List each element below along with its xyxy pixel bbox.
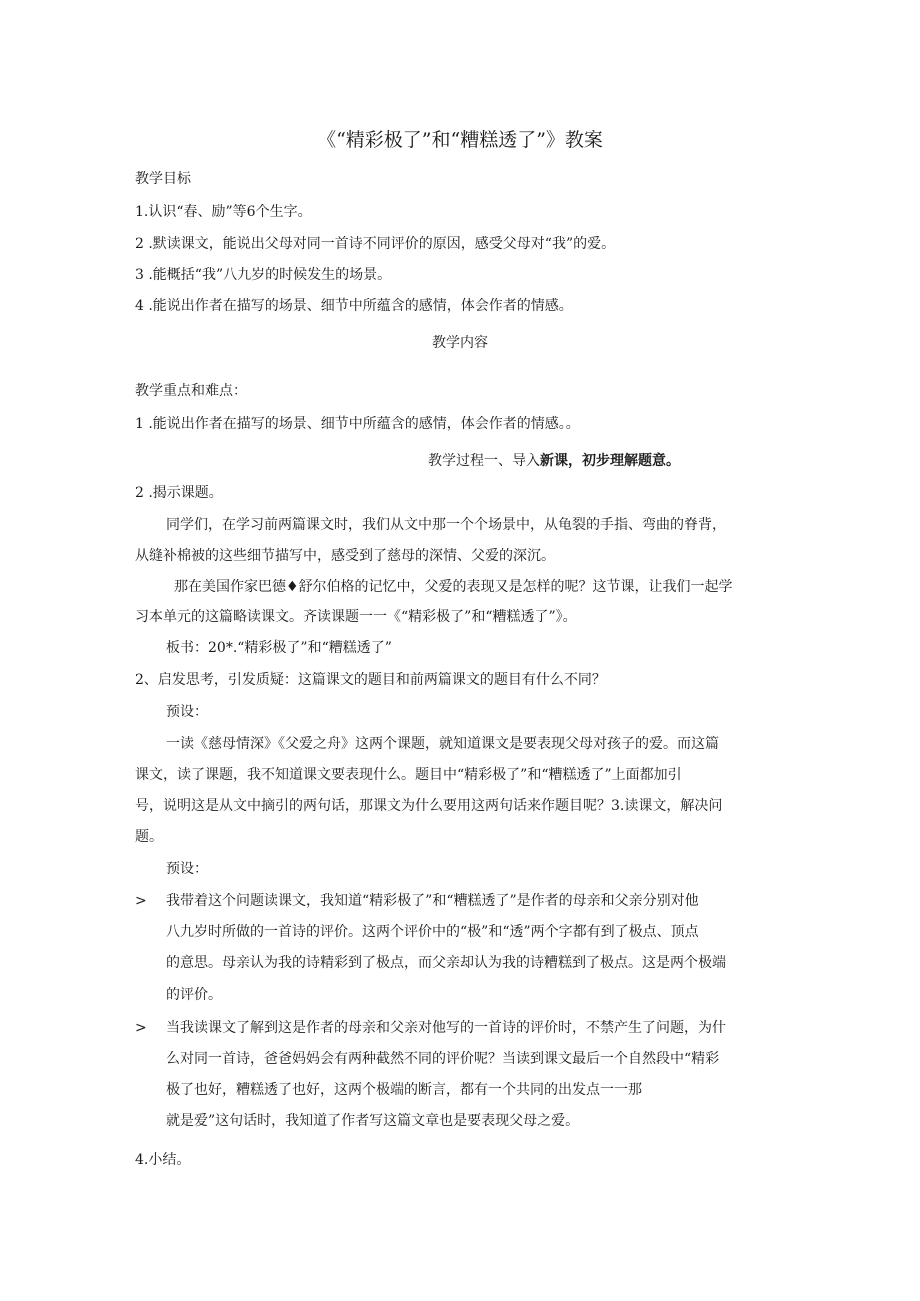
bullet-1-line-1: 我带着这个问题读课文，我知道“精彩极了”和“糟糕透了”是作者的母亲和父亲分别对他	[166, 893, 699, 909]
summary-step: 4.小结。	[135, 1152, 191, 1168]
objectives-heading: 教学目标	[135, 171, 191, 187]
document-title: 《“精彩极了”和“糟糕透了”》教案	[317, 129, 603, 151]
board-writing: 板书：20*.“精彩极了”和“糟糕透了”	[166, 640, 392, 656]
objective-item-1: 1.认识“春、励”等6个生字。	[135, 204, 312, 220]
process-heading-prefix: 教学过程一、导入	[428, 453, 540, 469]
content-heading: 教学内容	[432, 335, 488, 351]
paragraph-1-line-2: 从缝补棉被的这些细节描写中，感受到了慈母的深情、父爱的深沉。	[135, 548, 555, 564]
paragraph-3-line-4: 题。	[135, 829, 163, 845]
bullet-1-line-3: 的意思。母亲认为我的诗精彩到了极点，而父亲却认为我的诗糟糕到了极点。这是两个极端	[166, 955, 726, 971]
paragraph-3-line-1: 一读《慈母情深》《父爱之舟》这两个课题，就知道课文是要表现父母对孩子的爱。而这篇	[166, 736, 719, 752]
key-point-item: 1 .能说出作者在描写的场景、细节中所蕴含的感情，体会作者的情感。。	[135, 416, 580, 432]
paragraph-2-line-1: 那在美国作家巴德♦舒尔伯格的记忆中，父爱的表现又是怎样的呢？这节课，让我们一起学	[174, 579, 733, 595]
preset-label-2: 预设：	[166, 861, 208, 877]
paragraph-3-line-3: 号，说明这是从文中摘引的两句话，那课文为什么要用这两句话来作题目呢？3.读课文，解决问	[135, 798, 723, 814]
step-reveal-title: 2 .揭示课题。	[135, 485, 223, 501]
bullet-1-line-4: 的评价。	[166, 987, 222, 1003]
bullet-2-line-4: 就是爱”这句话时，我知道了作者写这篇文章也是要表现父母之爱。	[166, 1113, 580, 1129]
process-heading-bold: 新课，初步理解题意。	[540, 453, 680, 469]
objective-item-3: 3 .能概括“我”八九岁的时候发生的场景。	[135, 267, 392, 283]
paragraph-3-line-2: 课文，读了课题，我不知道课文要表现什么。题目中“精彩极了”和“糟糕透了”上面都加引	[135, 767, 682, 783]
step-inspire-thinking: 2、启发思考，引发质疑：这篇课文的题目和前两篇课文的题目有什么不同？	[135, 672, 606, 688]
process-heading	[428, 451, 680, 471]
objective-item-2: 2 .默读课文，能说出父母对同一首诗不同评价的原因，感受父母对“我”的爱。	[135, 236, 616, 252]
bullet-2-line-3: 极了也好，糟糕透了也好，这两个极端的断言，都有一个共同的出发点一一那	[166, 1082, 642, 1098]
objective-item-4: 4 .能说出作者在描写的场景、细节中所蕴含的感情，体会作者的情感。	[135, 298, 573, 314]
paragraph-2-line-2: 习本单元的这篇略读课文。齐读课题一一《“精彩极了”和“糟糕透了”》。	[135, 609, 577, 625]
key-points-heading: 教学重点和难点：	[135, 383, 247, 399]
bullet-2-line-2: 么对同一首诗，爸爸妈妈会有两种截然不同的评价呢？当读到课文最后一个自然段中“精彩	[166, 1051, 720, 1067]
bullet-2-line-1: 当我读课文了解到这是作者的母亲和父亲对他写的一首诗的评价时，不禁产生了问题，为什	[166, 1020, 726, 1036]
paragraph-1-line-1: 同学们，在学习前两篇课文时，我们从文中那一个个场景中，从龟裂的手指、弯曲的脊背，	[166, 517, 726, 533]
bullet-1-line-2: 八九岁时所做的一首诗的评价。这两个评价中的“极”和“透”两个字都有到了极点、顶点	[166, 924, 699, 940]
bullet-arrow-icon: >	[135, 893, 147, 909]
bullet-arrow-icon: >	[135, 1020, 147, 1036]
preset-label-1: 预设：	[166, 704, 208, 720]
